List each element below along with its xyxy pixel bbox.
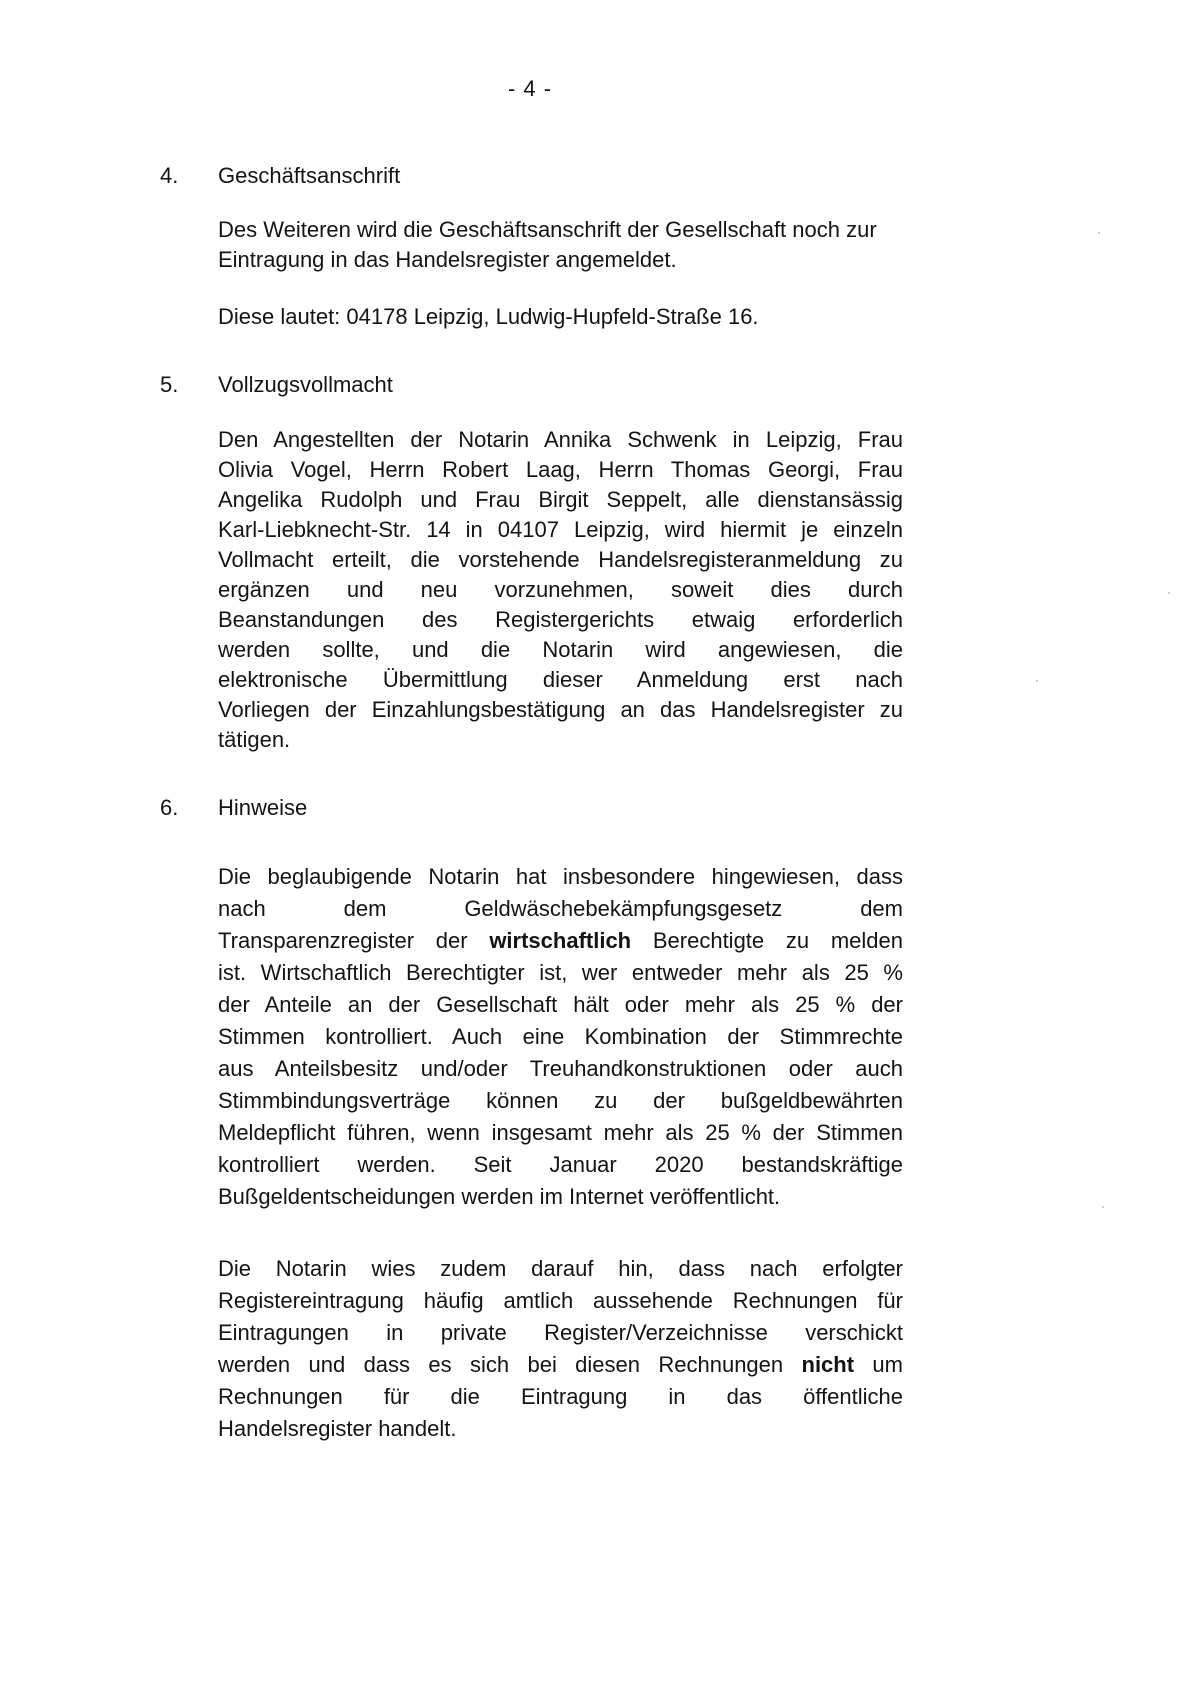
scan-speck	[1098, 232, 1100, 234]
text-line: nach dem Geldwäschebekämpfungsgesetz dem	[218, 896, 903, 921]
text-line: Bußgeldentscheidungen werden im Internet veröffentlicht.	[218, 1184, 781, 1209]
text-line: Vollmacht erteilt, die vorstehende Handelsregisteranmeldung zu	[218, 547, 903, 572]
bold-word: wirtschaftlich	[489, 928, 632, 953]
section-5-paragraph	[218, 425, 903, 755]
scan-speck	[1036, 680, 1038, 682]
section-4-paragraph-1: Des Weiteren wird die Geschäftsanschrift der Gesellschaft noch zur Eintragung in das Handelsregister angemeldet.	[218, 217, 877, 272]
text-line: Die beglaubigende Notarin hat insbesondere hingewiesen, dass	[218, 864, 903, 889]
text-line: Stimmen kontrolliert. Auch eine Kombination der Stimmrechte	[218, 1024, 903, 1049]
text-segment: Transparenzregister der	[218, 928, 468, 953]
section-6-title: Hinweise	[218, 795, 308, 820]
text-segment: um	[872, 1352, 903, 1377]
text-line	[218, 1349, 903, 1381]
section-5-number: 5.	[160, 372, 179, 397]
text-line: tätigen.	[218, 727, 291, 752]
text-line: Die Notarin wies zudem darauf hin, dass nach erfolgter	[218, 1256, 903, 1281]
scan-speck	[1102, 1206, 1104, 1208]
text-line: werden sollte, und die Notarin wird angewiesen, die	[218, 637, 903, 662]
text-line: Stimmbindungsverträge können zu der bußgeldbewährten	[218, 1088, 903, 1113]
page-number: - 4 -	[507, 76, 553, 101]
text-line: Handelsregister handelt.	[218, 1416, 457, 1441]
scan-speck	[1168, 592, 1170, 594]
section-4-number: 4.	[160, 163, 179, 188]
section-6-paragraph-2	[218, 1253, 903, 1445]
text-line: Beanstandungen des Registergerichts etwaig erforderlich	[218, 607, 903, 632]
section-4-paragraph-2: Diese lautet: 04178 Leipzig, Ludwig-Hupfeld-Straße 16.	[218, 304, 759, 329]
bold-word: nicht	[801, 1352, 855, 1377]
text-line: Meldepflicht führen, wenn insgesamt mehr als 25 % der Stimmen	[218, 1120, 903, 1145]
section-6-paragraph-1	[218, 861, 903, 1213]
text-line: ergänzen und neu vorzunehmen, soweit dies durch	[218, 577, 903, 602]
text-segment: Berechtigte zu melden	[652, 928, 903, 953]
text-line: Angelika Rudolph und Frau Birgit Seppelt, alle dienstansässig	[218, 487, 903, 512]
text-line: kontrolliert werden. Seit Januar 2020 bestandskräftige	[218, 1152, 903, 1177]
text-line: Karl-Liebknecht-Str. 14 in 04107 Leipzig, wird hiermit je einzeln	[218, 517, 903, 542]
text-line: der Anteile an der Gesellschaft hält oder mehr als 25 % der	[218, 992, 903, 1017]
text-line: Rechnungen für die Eintragung in das öffentliche	[218, 1384, 903, 1409]
text-line: Olivia Vogel, Herrn Robert Laag, Herrn Thomas Georgi, Frau	[218, 457, 903, 482]
text-line: Den Angestellten der Notarin Annika Schwenk in Leipzig, Frau	[218, 427, 903, 452]
text-line: Eintragungen in private Register/Verzeichnisse verschickt	[218, 1320, 903, 1345]
text-line	[218, 925, 903, 957]
section-5-title: Vollzugsvollmacht	[218, 372, 393, 397]
section-4-title: Geschäftsanschrift	[218, 163, 401, 188]
section-6-number: 6.	[160, 795, 179, 820]
text-line: Vorliegen der Einzahlungsbestätigung an das Handelsregister zu	[218, 697, 903, 722]
text-line: aus Anteilsbesitz und/oder Treuhandkonstruktionen oder auch	[218, 1056, 903, 1081]
text-line: Registereintragung häufig amtlich aussehende Rechnungen für	[218, 1288, 903, 1313]
text-line: elektronische Übermittlung dieser Anmeldung erst nach	[218, 667, 903, 692]
text-segment: werden und dass es sich bei diesen Rechnungen	[218, 1352, 784, 1377]
text-line: ist. Wirtschaftlich Berechtigter ist, wer entweder mehr als 25 %	[218, 960, 903, 985]
